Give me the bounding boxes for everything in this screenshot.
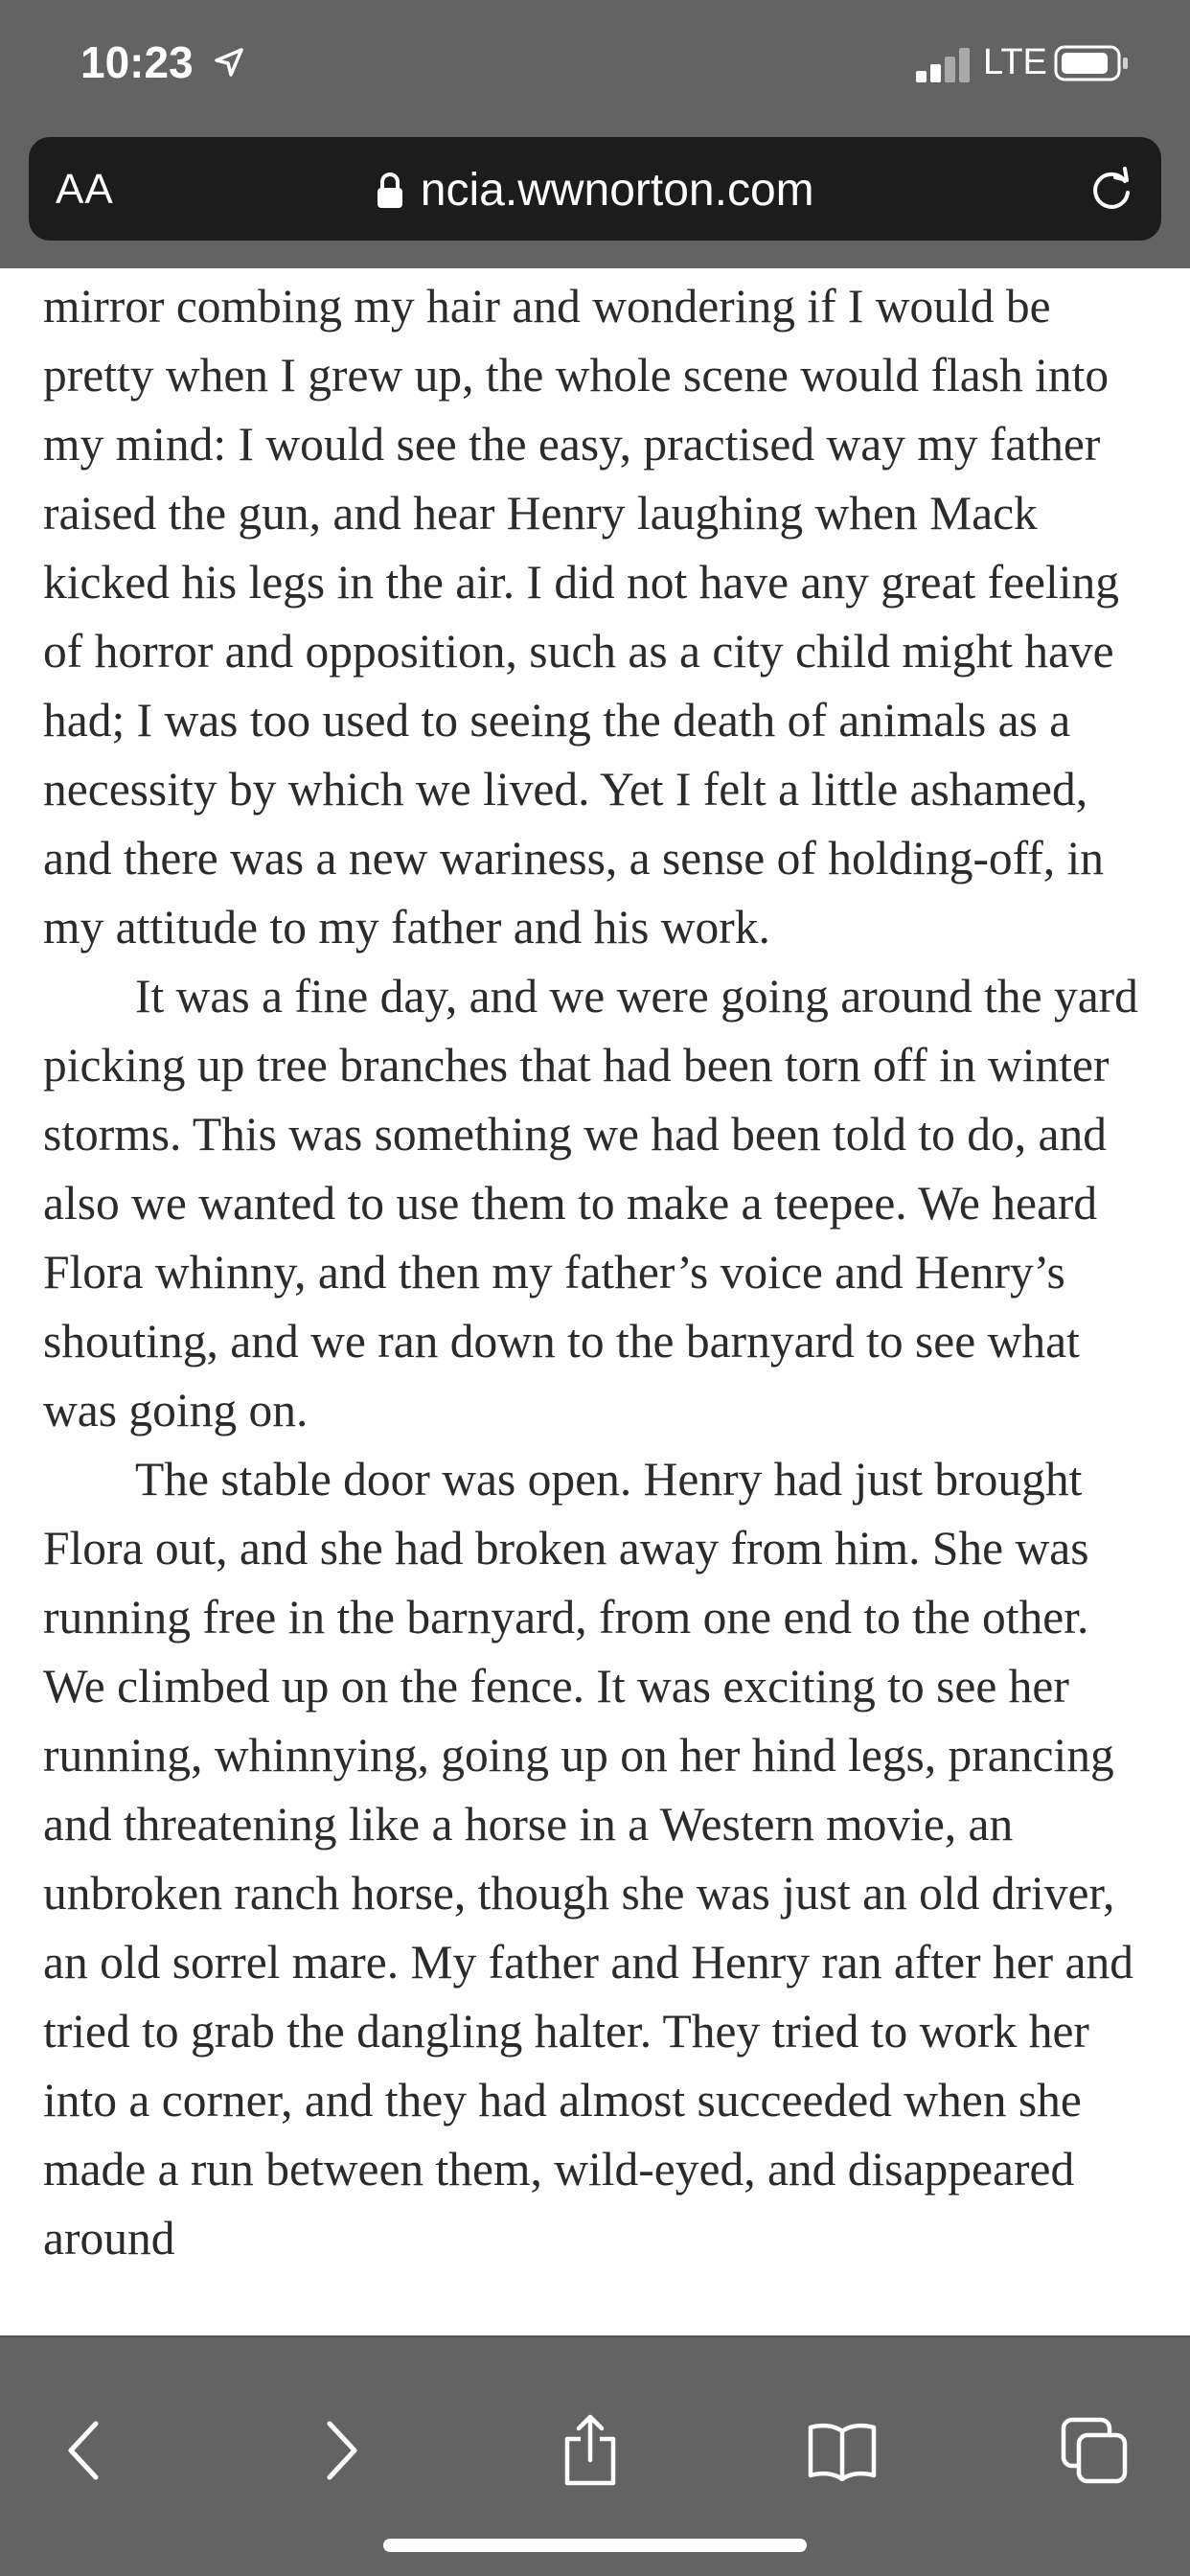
signal-icon [916,48,973,82]
url-display[interactable] [29,164,1161,217]
status-time: 10:23 [80,37,194,87]
article-paragraph-3: The stable door was open. Henry had just brought Flora out, and she had broken away from him. She was running free in the barnyard, from one end to the other. We climbed up on the fence. It was exciting to see her running, whinnying, going up on her hind legs, prancing and threatening like a horse in a Western movie, an unbroken ranch horse, though she was just an old driver, an old sorrel mare. My father and Henry ran after her and tried to grab the dangling halter. They tried to work her into a corner, and they had almost succeeded when she made a run between them, wild-eyed, and disappeared around [43,1453,1133,2265]
lock-icon [376,172,404,210]
toolbar-divider [0,2335,1190,2337]
network-type: LTE [983,42,1047,82]
reader-view-label: AA [56,166,114,213]
bookmarks-icon [807,2420,878,2481]
home-indicator[interactable] [383,2539,807,2552]
status-bar [0,0,1190,134]
tabs-icon [1060,2416,1129,2485]
bookmarks-button[interactable] [794,2412,890,2489]
back-button[interactable] [36,2412,132,2489]
article-content[interactable] [0,270,1190,2335]
tabs-button[interactable] [1046,2412,1142,2489]
share-icon [560,2414,621,2487]
forward-button[interactable] [293,2412,389,2489]
battery-icon [1054,44,1131,82]
bottom-toolbar [0,2335,1190,2576]
article-paragraph-1: mirror combing my hair and wondering if I would be pretty when I grew up, the whole scene would flash into my mind: I would see the easy, practised way my father raised the gun, and hear Henry laughing when Mack kicked his legs in the air. I did not have any great feeling of horror and opposition, such as a city child might have had; I was too used to seeing the death of animals as a necessity by which we lived. Yet I felt a little ashamed, and there was a new wariness, a sense of holding-off, in my attitude to my father and his work. [43,280,1120,954]
reload-icon[interactable] [1087,164,1136,214]
location-arrow-icon [213,46,245,79]
forward-icon [322,2420,360,2481]
url-text: ncia.wwnorton.com [420,165,814,216]
back-icon [65,2420,103,2481]
article-paragraph-2: It was a fine day, and we were going around the yard picking up tree branches that had been torn off in winter storms. This was something we had been told to do, and also we wanted to use them to make a teepee. We heard Flora whinny, and then my father’s voice and Henry’s shouting, and we ran down to the barnyard to see what was going on. [43,970,1138,1437]
share-button[interactable] [542,2412,638,2489]
address-bar[interactable] [29,137,1161,241]
